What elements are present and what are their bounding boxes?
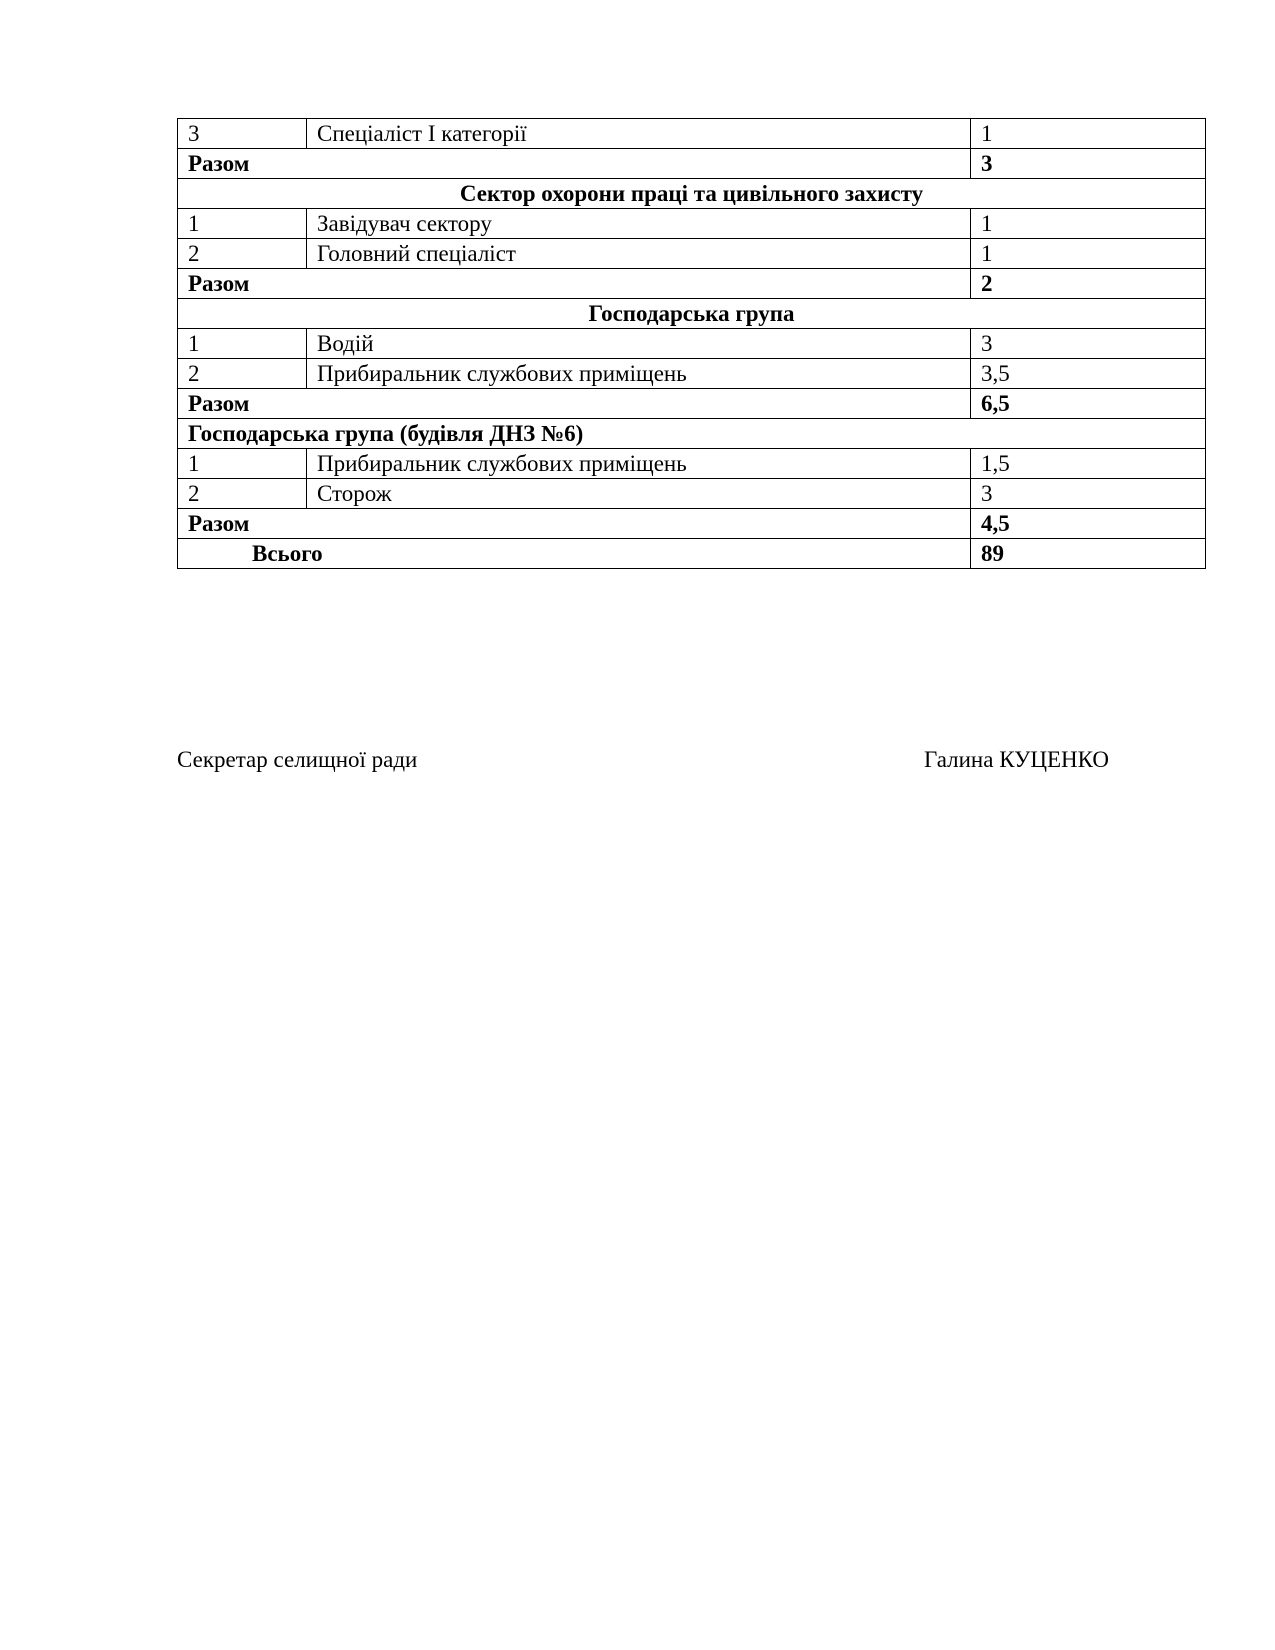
subtotal-label: Разом: [178, 509, 971, 539]
staff-count: 1,5: [971, 449, 1206, 479]
staff-count: 3: [971, 479, 1206, 509]
staff-table: [177, 118, 1206, 569]
position-title: Прибиральник службових приміщень: [307, 359, 971, 389]
section-title: Господарська група: [178, 299, 1206, 329]
total-label: Всього: [178, 539, 971, 569]
subtotal-count: 4,5: [971, 509, 1206, 539]
row-number: 2: [178, 479, 307, 509]
table-row: [178, 239, 1206, 269]
row-number: 2: [178, 359, 307, 389]
subtotal-label: Разом: [178, 269, 971, 299]
subtotal-count: 6,5: [971, 389, 1206, 419]
row-number: 3: [178, 119, 307, 149]
section-header-row: [178, 299, 1206, 329]
table-row: [178, 449, 1206, 479]
section-header-row: [178, 179, 1206, 209]
row-number: 1: [178, 449, 307, 479]
subtotal-row: [178, 509, 1206, 539]
position-title: Прибиральник службових приміщень: [307, 449, 971, 479]
section-header-row: [178, 419, 1206, 449]
signatory-title: Секретар селищної ради: [177, 747, 418, 772]
staff-count: 3: [971, 329, 1206, 359]
table-row: [178, 329, 1206, 359]
table-row: [178, 209, 1206, 239]
staff-count: 3,5: [971, 359, 1206, 389]
position-title: Головний спеціаліст: [307, 239, 971, 269]
subtotal-row: [178, 269, 1206, 299]
section-title: Сектор охорони праці та цивільного захисту: [178, 179, 1206, 209]
subtotal-count: 3: [971, 149, 1206, 179]
position-title: Водій: [307, 329, 971, 359]
staff-count: 1: [971, 119, 1206, 149]
subtotal-count: 2: [971, 269, 1206, 299]
row-number: 1: [178, 209, 307, 239]
subtotal-row: [178, 149, 1206, 179]
subtotal-row: [178, 389, 1206, 419]
total-count: 89: [971, 539, 1206, 569]
row-number: 2: [178, 239, 307, 269]
signatory-name: Галина КУЦЕНКО: [924, 747, 1109, 772]
position-title: Сторож: [307, 479, 971, 509]
table-row: [178, 119, 1206, 149]
section-title: Господарська група (будівля ДНЗ №6): [178, 419, 1206, 449]
table-row: [178, 359, 1206, 389]
total-row: [178, 539, 1206, 569]
subtotal-label: Разом: [178, 389, 971, 419]
staff-count: 1: [971, 239, 1206, 269]
position-title: Завідувач сектору: [307, 209, 971, 239]
row-number: 1: [178, 329, 307, 359]
staff-count: 1: [971, 209, 1206, 239]
table-row: [178, 479, 1206, 509]
position-title: Спеціаліст І категорії: [307, 119, 971, 149]
subtotal-label: Разом: [178, 149, 971, 179]
